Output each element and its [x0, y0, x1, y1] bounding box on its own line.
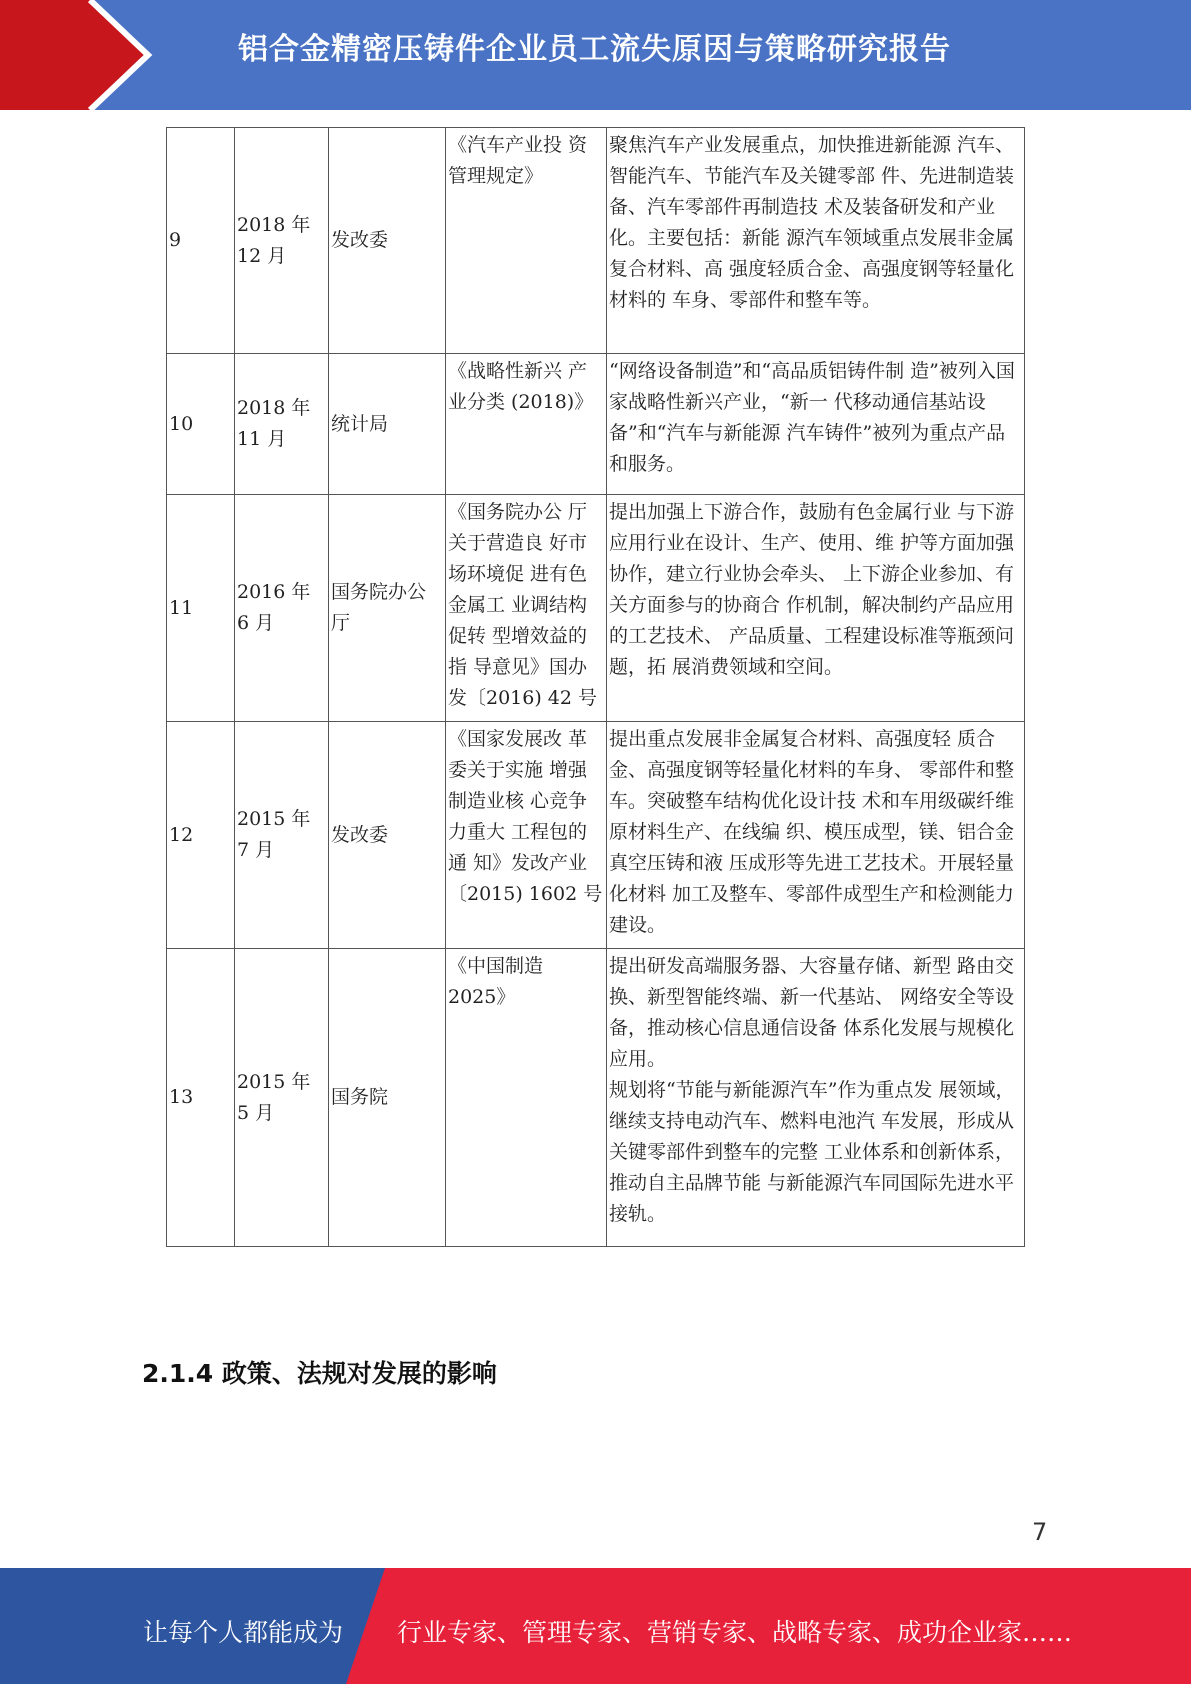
- row-number: 13: [167, 949, 235, 1247]
- policy-content: 提出加强上下游合作，鼓励有色金属行业 与下游应用行业在设计、生产、使用、维 护等方面加强协作，建立行业协会牵头、 上下游企业参加、有关方面参与的协商合 作机制，解决制约产品应用的工艺技术、 产品质量、工程建设标准等瓶颈问题，拓 展消费领域和空间。: [607, 495, 1025, 722]
- table-row: [167, 128, 1025, 354]
- date-year: 2018 年: [237, 397, 311, 419]
- date-year: 2015 年: [237, 1070, 311, 1093]
- table-row: [167, 354, 1025, 495]
- date-year: 2018 年: [237, 213, 311, 236]
- date-year: 2015 年: [237, 808, 311, 830]
- table-row: [167, 722, 1025, 949]
- policy-content-paragraph: 规划将“节能与新能源汽车”作为重点发 展领域，继续支持电动汽车、燃料电池汽 车发展，形成从关键零部件到整车的完整 工业体系和创新体系，推动自主品牌节能 与新能源汽车同国际先进水平接轨。: [609, 1079, 1015, 1225]
- policy-content: “网络设备制造”和“高品质铝铸件制 造”被列入国家战略性新兴产业，“新一 代移动通信基站设备”和“汽车与新能源 汽车铸件”被列为重点产品和服务。: [607, 354, 1025, 495]
- footer-slogan-right: 行业专家、管理专家、营销专家、战略专家、成功企业家……: [397, 1618, 1073, 1647]
- report-title: 铝合金精密压铸件企业员工流失原因与策略研究报告: [238, 32, 951, 67]
- row-number: 11: [167, 495, 235, 722]
- issuing-department: 发改委: [329, 722, 446, 949]
- page-number: 7: [1032, 1518, 1048, 1546]
- policy-table: [166, 127, 1025, 1247]
- policy-content: 提出重点发展非金属复合材料、高强度轻 质合金、高强度钢等轻量化材料的车身、 零部件和整车。突破整车结构优化设计技 术和车用级碳纤维原材料生产、在线编 织、模压成型，镁、铝合金真空压铸和液 压成形等先进工艺技术。开展轻量化材料 加工及整车、零部件成型生产和检测能力 建设。: [607, 722, 1025, 949]
- policy-document: 《国务院办公 厅关于营造良 好市场环境促 进有色金属工 业调结构促转 型增效益的指 导意见》国办发〔2016) 42 号: [446, 495, 607, 722]
- row-number: 12: [167, 722, 235, 949]
- policy-document: 《国家发展改 革委关于实施 增强制造业核 心竞争力重大 工程包的通 知》发改产业〔2015) 1602 号: [446, 722, 607, 949]
- table-row: [167, 495, 1025, 722]
- policy-document: 《汽车产业投 资管理规定》: [446, 128, 607, 354]
- date-month: 12 月: [237, 244, 287, 267]
- issuing-department: 发改委: [329, 128, 446, 354]
- issuing-department: 国务院办公厅: [329, 495, 446, 722]
- date-month: 11 月: [237, 428, 287, 450]
- date-month: 7 月: [237, 839, 275, 861]
- date-month: 5 月: [237, 1101, 275, 1124]
- issue-date: [235, 354, 329, 495]
- row-number: 10: [167, 354, 235, 495]
- issuing-department: 国务院: [329, 949, 446, 1247]
- issue-date: [235, 722, 329, 949]
- policy-content-paragraph: 提出研发高端服务器、大容量存储、新型 路由交换、新型智能终端、新一代基站、 网络安全等设备，推动核心信息通信设备 体系化发展与规模化应用。: [609, 955, 1015, 1070]
- policy-document: 《中国制造 2025》: [446, 949, 607, 1247]
- issue-date: [235, 495, 329, 722]
- policy-content: [607, 949, 1025, 1247]
- date-year: 2016 年: [237, 581, 311, 603]
- policy-content: 聚焦汽车产业发展重点，加快推进新能源 汽车、智能汽车、节能汽车及关键零部 件、先进制造装备、汽车零部件再制造技 术及装备研发和产业化。主要包括：新能 源汽车领域重点发展非金属复合材料、高 强度轻质合金、高强度钢等轻量化材料的 车身、零部件和整车等。: [607, 128, 1025, 354]
- row-number: 9: [167, 128, 235, 354]
- date-month: 6 月: [237, 612, 275, 634]
- issue-date: [235, 949, 329, 1247]
- header-banner: [0, 0, 1191, 110]
- policy-document: 《战略性新兴 产业分类 (2018)》: [446, 354, 607, 495]
- footer-slogan-left: 让每个人都能成为: [143, 1618, 344, 1647]
- issuing-department: 统计局: [329, 354, 446, 495]
- header-red-chevron: [0, 0, 148, 110]
- issue-date: [235, 128, 329, 354]
- section-heading: 2.1.4 政策、法规对发展的影响: [142, 1359, 497, 1388]
- footer-banner: [0, 1568, 1191, 1684]
- table-row: [167, 949, 1025, 1247]
